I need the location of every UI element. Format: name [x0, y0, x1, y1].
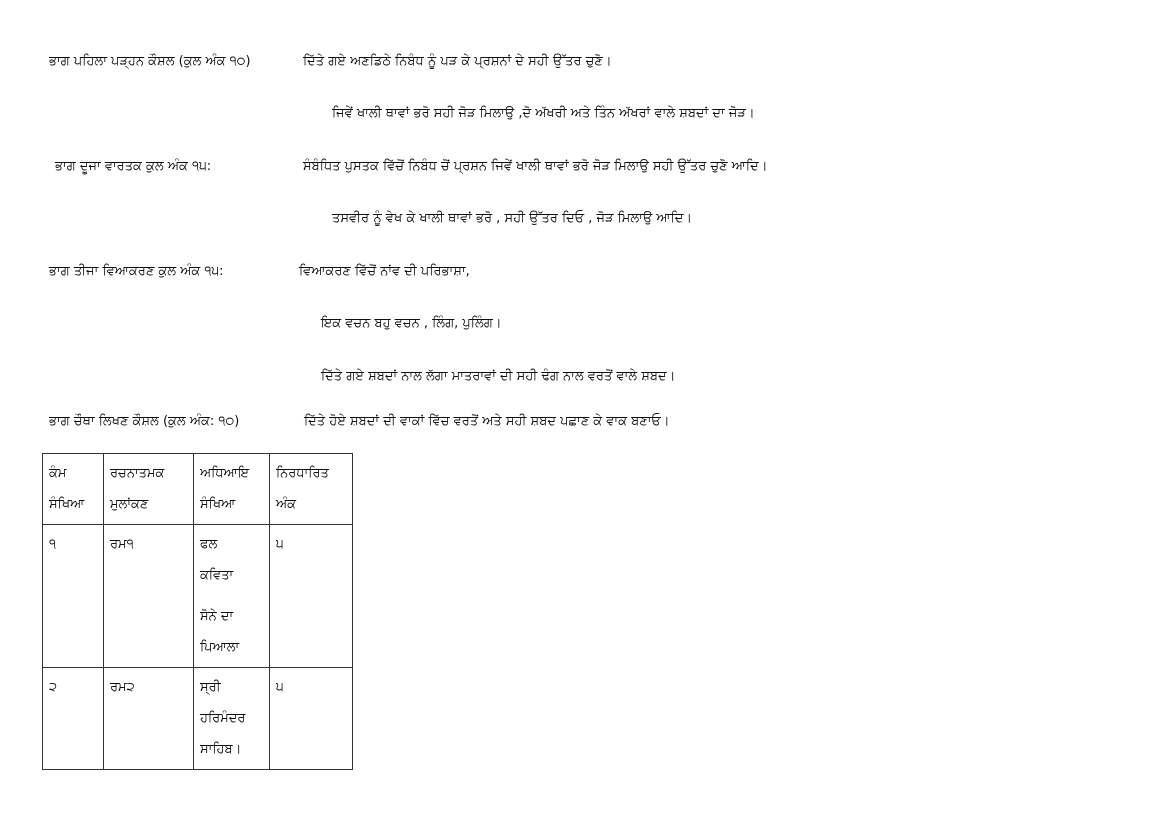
chapter-text: ਸੋਨੇ ਦਾ: [200, 609, 234, 624]
header-text: ਨਿਰਧਾਰਿਤ: [276, 466, 329, 481]
header-cell: [194, 454, 270, 525]
section-2-line-1: ਸੰਬੰਧਿਤ ਪੁਸਤਕ ਵਿੱਚੋਂ ਨਿਬੰਧ ਚੋਂ ਪ੍ਰਸ਼ਨ ਜਿਵੇਂ ਖਾਲੀ ਥਾਵਾਂ ਭਰੋ ਜੋੜ ਮਿਲਾਉ ਸਹੀ ਉੱਤਰ ਚੁਣੋ ਆਦਿ।: [303, 159, 768, 174]
header-text: ਰਚਨਾਤਮਕ: [110, 466, 165, 481]
section-2-line-2: ਤਸਵੀਰ ਨੂੰ ਵੇਖ ਕੇ ਖਾਲੀ ਥਾਵਾਂ ਭਰੋ , ਸਹੀ ਉੱਤਰ ਦਿਓ , ਜੋੜ ਮਿਲਾਉ ਆਦਿ।: [332, 211, 693, 226]
table-cell-number: ੨: [43, 668, 104, 770]
table-cell-code: ਰਮ੧: [104, 525, 194, 668]
section-4-line-1: ਦਿੱਤੇ ਹੋਏ ਸ਼ਬਦਾਂ ਦੀ ਵਾਕਾਂ ਵਿੱਚ ਵਰਤੋਂ ਅਤੇ ਸਹੀ ਸ਼ਬਦ ਪਛਾਣ ਕੇ ਵਾਕ ਬਣਾਓ।: [304, 414, 670, 429]
table-cell-marks: ੫: [270, 668, 353, 770]
header-text: ਅੰਕ: [276, 497, 297, 512]
header-text: ਮੁਲਾਂਕਣ: [110, 497, 149, 512]
section-1-heading: ਭਾਗ ਪਹਿਲਾ ਪੜ੍ਹਨ ਕੌਸ਼ਲ (ਕੁਲ ਅੰਕ ੧੦): [49, 54, 251, 69]
section-3-line-1: ਵਿਆਕਰਣ ਵਿੱਚੋਂ ਨਾਂਵ ਦੀ ਪਰਿਭਾਸ਼ਾ,: [299, 264, 470, 279]
table-cell-number: ੧: [43, 525, 104, 668]
spacer: [200, 591, 263, 601]
section-1-line-2: ਜਿਵੇਂ ਖਾਲੀ ਥਾਵਾਂ ਭਰੋ ਸਹੀ ਜੋੜ ਮਿਲਾਉ ,ਦੋ ਅੱਖਰੀ ਅਤੇ ਤਿੰਨ ਅੱਖਰਾਂ ਵਾਲੇ ਸ਼ਬਦਾਂ ਦਾ ਜੋੜ।: [332, 106, 755, 121]
table-cell-marks: ੫: [270, 525, 353, 668]
chapter-text: ਪਿਆਲਾ: [200, 640, 240, 655]
section-4-heading: ਭਾਗ ਚੌਥਾ ਲਿਖਣ ਕੌਸ਼ਲ (ਕੁਲ ਅੰਕ: ੧੦): [49, 414, 240, 429]
assessment-table: [42, 453, 353, 770]
table-cell-chapter: [194, 525, 270, 668]
chapter-text: ਹਰਿਮੰਦਰ: [200, 711, 246, 726]
table-cell-chapter: [194, 668, 270, 770]
table-header-row: [43, 454, 353, 525]
header-text: ਅਧਿਆਇ: [200, 466, 249, 481]
header-cell: [43, 454, 104, 525]
chapter-text: ਸ੍ਰੀ: [200, 680, 221, 695]
table-cell-code: ਰਮ੨: [104, 668, 194, 770]
header-text: ਸੰਖਿਆ: [200, 497, 236, 512]
header-cell: [104, 454, 194, 525]
section-3-line-2: ਇਕ ਵਚਨ ਬਹੁ ਵਚਨ , ਲਿੰਗ, ਪੁਲਿੰਗ।: [321, 316, 502, 331]
section-1-line-1: ਦਿੱਤੇ ਗਏ ਅਣਡਿਠੇ ਨਿਬੰਧ ਨੂੰ ਪੜ ਕੇ ਪ੍ਰਸ਼ਨਾਂ ਦੇ ਸਹੀ ਉੱਤਰ ਚੁਣੋ।: [303, 54, 612, 69]
header-text: ਸੰਖਿਆ: [49, 497, 85, 512]
table-row: [43, 668, 353, 770]
header-cell: [270, 454, 353, 525]
section-3-line-3: ਦਿੱਤੇ ਗਏ ਸ਼ਬਦਾਂ ਨਾਲ ਲੱਗਾ ਮਾਤਰਾਵਾਂ ਦੀ ਸਹੀ ਢੰਗ ਨਾਲ ਵਰਤੋਂ ਵਾਲੇ ਸ਼ਬਦ।: [321, 369, 676, 384]
chapter-text: ਫਲ: [200, 537, 218, 552]
chapter-text: ਸਾਹਿਬ।: [200, 742, 242, 757]
section-2-heading: ਭਾਗ ਦੂਜਾ ਵਾਰਤਕ ਕੁਲ ਅੰਕ ੧੫:: [55, 159, 212, 174]
table-row: [43, 525, 353, 668]
chapter-text: ਕਵਿਤਾ: [200, 568, 234, 583]
section-3-heading: ਭਾਗ ਤੀਜਾ ਵਿਆਕਰਣ ਕੁਲ ਅੰਕ ੧੫:: [49, 264, 224, 279]
header-text: ਕੰਮ: [49, 466, 67, 481]
